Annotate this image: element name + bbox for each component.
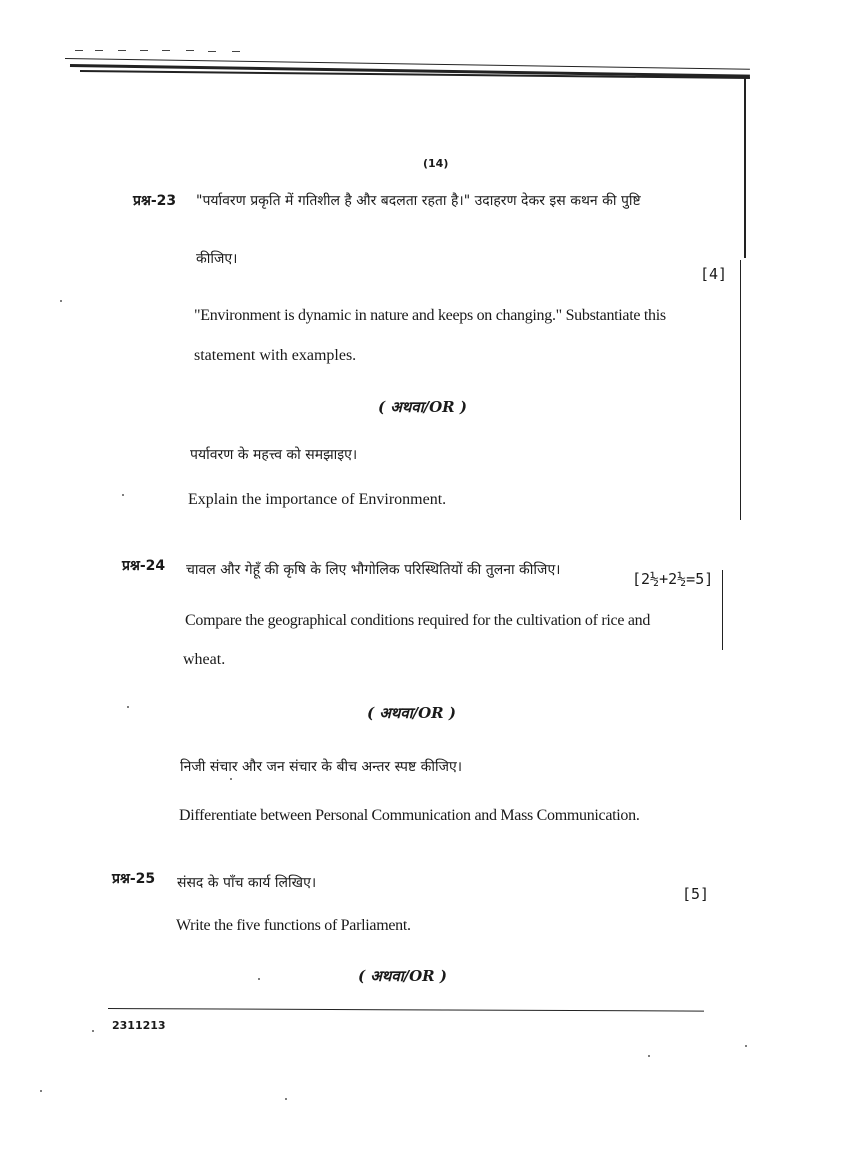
question-25-or-label: ( अथवा/OR ) [358,967,447,985]
scan-speck [122,494,124,496]
scan-speck [127,706,129,708]
question-25-marks: [5] [682,885,710,903]
question-23-hindi-text: "पर्यावरण प्रकृति में गतिशील है और बदलता रहता है।" उदाहरण देकर इस कथन की पुष्टि [196,193,641,209]
scan-speck [230,778,232,780]
question-24-hindi-text: चावल और गेहूँ की कृषि के लिए भौगोलिक परिस्थितियों की तुलना कीजिए। [186,562,561,578]
question-24-english-text: Compare the geographical conditions required for the cultivation of rice and [185,612,651,629]
question-24-english-text-cont: wheat. [183,651,226,668]
question-25-english-text: Write the five functions of Parliament. [176,917,411,934]
right-border-line [722,570,723,650]
right-border-line [744,78,746,258]
scan-speck [285,1098,287,1100]
scan-dash [140,50,148,51]
footer-divider [108,1008,704,1012]
scan-dash [186,50,194,51]
scan-dash [118,50,126,51]
question-24-marks: [2½+2½=5] [632,570,714,588]
question-23-alt-hindi: पर्यावरण के महत्त्व को समझाइए। [190,447,358,463]
scan-speck [648,1055,650,1057]
page-number: (14) [423,157,449,170]
scan-speck [60,300,62,302]
question-24-alt-hindi: निजी संचार और जन संचार के बीच अन्तर स्पष्ट कीजिए। [180,759,463,775]
scan-speck [745,1045,747,1047]
scan-dash [208,51,216,52]
question-24-alt-english: Differentiate between Personal Communication and Mass Communication. [179,807,640,824]
question-24-or-label: ( अथवा/OR ) [367,704,456,722]
question-25-number: प्रश्न-25 [112,871,156,887]
right-border-line [740,260,741,520]
question-23-marks: [4] [700,265,728,283]
scan-dash [75,50,83,51]
question-23-hindi-text-cont: कीजिए। [196,251,238,267]
scan-dash [95,50,103,51]
question-23-alt-english: Explain the importance of Environment. [188,491,447,508]
question-23-english-text: "Environment is dynamic in nature and keeps on changing." Substantiate this [194,307,666,324]
scan-dash [232,51,240,52]
question-23-english-text-cont: statement with examples. [194,347,357,364]
paper-code: 2311213 [112,1019,166,1032]
scan-speck [258,978,260,980]
scan-speck [92,1030,94,1032]
scan-speck [40,1090,42,1092]
question-25-hindi-text: संसद के पाँच कार्य लिखिए। [177,875,317,891]
question-23-or-label: ( अथवा/OR ) [378,398,467,416]
question-23-number: प्रश्न-23 [133,193,177,209]
question-24-number: प्रश्न-24 [122,558,166,574]
scan-dash [162,50,170,51]
